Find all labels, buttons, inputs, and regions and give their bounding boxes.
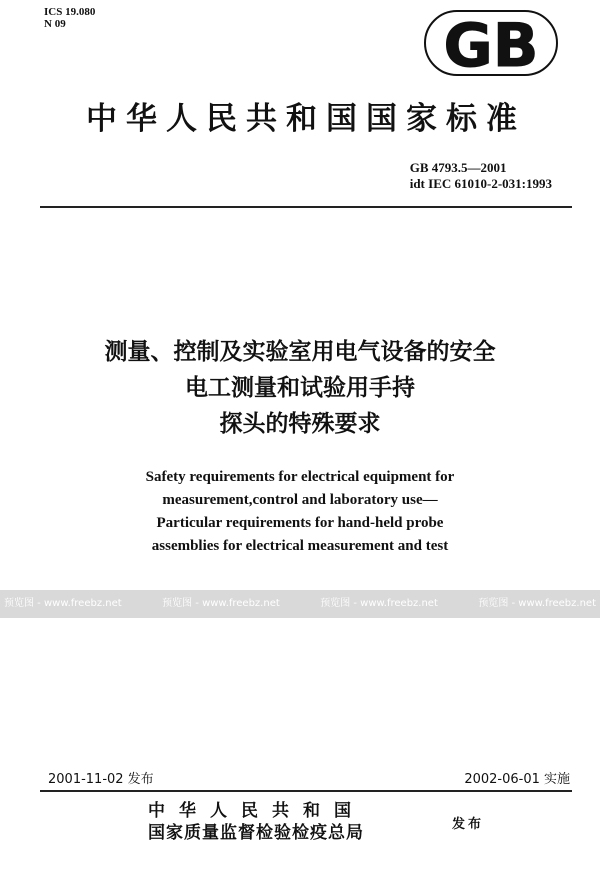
title-en-line: measurement,control and laboratory use— [162,492,438,508]
top-divider [40,206,572,208]
implementation-date: 2002-06-01 实施 [464,772,570,787]
national-standard-heading: 中华人民共和国国家标准 [86,101,526,137]
ics-code-block [44,6,95,30]
title-cn-line: 探头的特殊要求 [219,411,381,437]
watermark-text: 预览图 - www.freebz.net [162,598,280,609]
gb-number: GB 4793.5—2001 [409,160,507,175]
watermark-text: 预览图 - www.freebz.net [4,598,122,609]
watermark-text: 预览图 - www.freebz.net [320,598,438,609]
publisher-block [148,800,365,844]
gb-logo-text: GB [443,11,539,76]
bottom-divider [40,790,572,792]
title-chinese [0,334,600,442]
title-cn-line: 测量、控制及实验室用电气设备的安全 [104,339,496,365]
title-english [0,466,600,558]
watermark-text: 预览图 - www.freebz.net [478,598,596,609]
idt-number: idt IEC 61010-2-031:1993 [409,176,552,191]
gb-logo [424,10,558,76]
title-cn-line: 电工测量和试验用手持 [185,375,415,401]
publisher-line-2: 国家质量监督检验检疫总局 [148,823,364,843]
title-en-line: Particular requirements for hand-held probe [156,515,444,531]
standard-ids [410,160,552,192]
title-en-line: Safety requirements for electrical equipment for [145,469,455,485]
publisher-suffix: 发布 [452,817,485,832]
n-code: N 09 [44,18,66,30]
publisher-line-1: 中华人民共和国 [148,801,365,821]
watermark-banner [0,590,600,618]
ics-code: ICS 19.080 [44,6,96,18]
title-en-line: assemblies for electrical measurement and test [151,538,449,554]
issue-date: 2001-11-02 发布 [48,772,154,787]
